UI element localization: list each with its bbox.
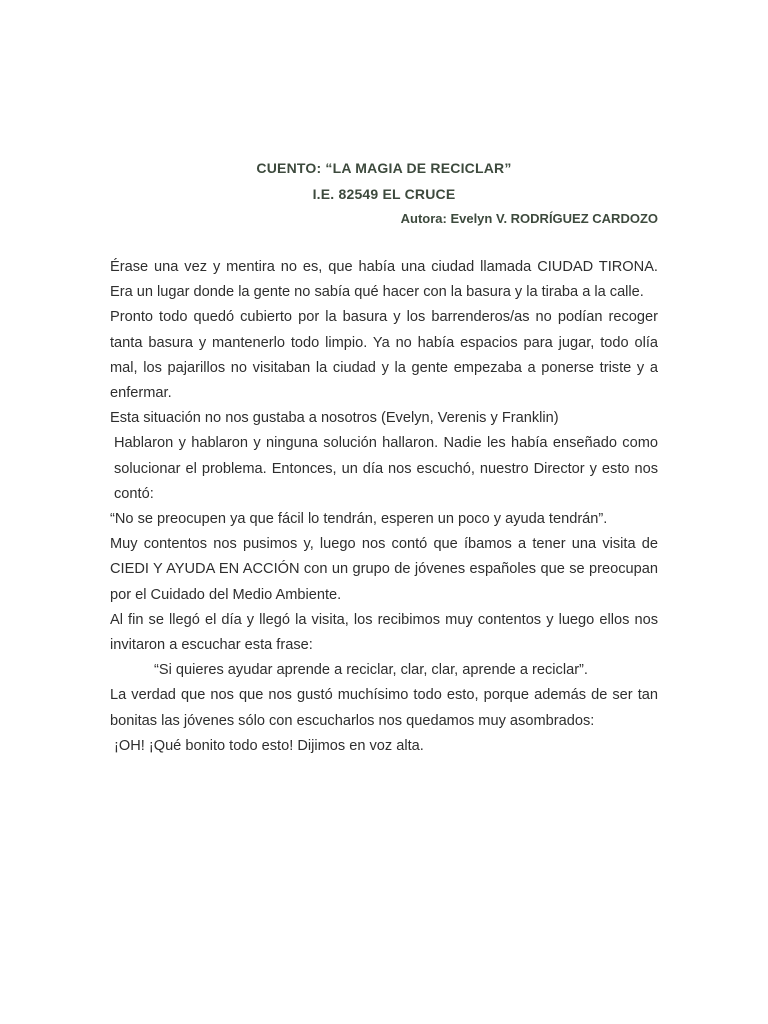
quote-paragraph: “Si quieres ayudar aprende a reciclar, clar, clar, aprende a reciclar”.: [154, 662, 588, 679]
story-body: [110, 255, 658, 759]
paragraph-2: Pronto todo quedó cubierto por la basura y los barrenderos/as no podían recoger tanta basura y mantenerlo todo limpio. Ya no había espacios para jugar, todo olía mal, los pajarillos no visitaban la ciudad y la gente empezaba a ponerse triste y a enfermar.: [110, 309, 658, 402]
story-title: CUENTO: “LA MAGIA DE RECICLAR”: [256, 160, 512, 176]
paragraph-1: Érase una vez y mentira no es, que había una ciudad llamada CIUDAD TIRONA. Era un lugar donde la gente no sabía qué hacer con la basura y la tiraba a la calle.: [110, 259, 658, 301]
paragraph-10: ¡OH! ¡Qué bonito todo esto! Dijimos en voz alta.: [114, 737, 424, 754]
paragraph-3: Esta situación no nos gustaba a nosotros (Evelyn, Verenis y Franklin): [110, 410, 559, 427]
author-line: Autora: Evelyn V. RODRÍGUEZ CARDOZO: [400, 211, 658, 226]
paragraph-7: Al fin se llegó el día y llegó la visita, los recibimos muy contentos y luego ellos nos invitaron a escuchar esta frase:: [110, 611, 658, 654]
paragraph-5: “No se preocupen ya que fácil lo tendrán, esperen un poco y ayuda tendrán”.: [110, 511, 608, 528]
paragraph-6: Muy contentos nos pusimos y, luego nos contó que íbamos a tener una visita de CIEDI Y AYUDA EN ACCIÓN con un grupo de jóvenes españoles que se preocupan por el Cuidado del Medio Ambiente.: [110, 536, 658, 603]
paragraph-4: Hablaron y hablaron y ninguna solución hallaron. Nadie les había enseñado como solucionar el problema. Entonces, un día nos escuchó, nuestro Director y esto nos contó:: [114, 435, 658, 502]
paragraph-9: La verdad que nos que nos gustó muchísimo todo esto, porque además de ser tan bonitas las jóvenes sólo con escucharlos nos quedamos muy asombrados:: [110, 687, 658, 729]
school-name: I.E. 82549 EL CRUCE: [312, 186, 456, 202]
